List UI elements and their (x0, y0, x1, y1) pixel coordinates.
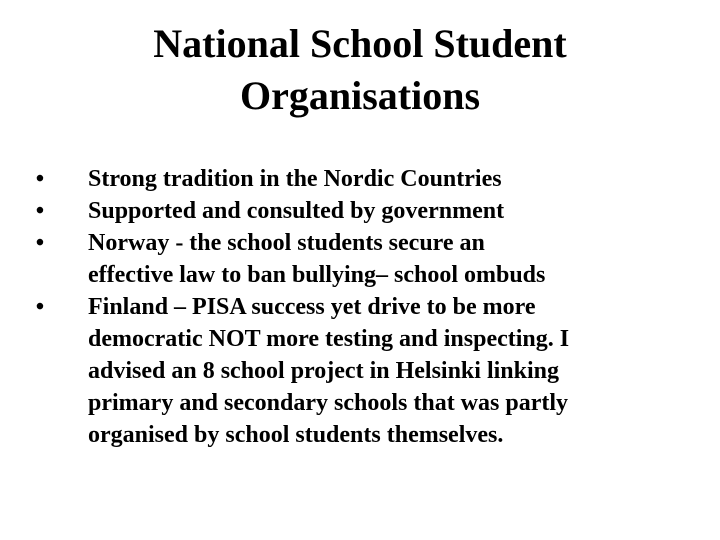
bullet-item-finland (30, 291, 670, 451)
bullet-text (88, 227, 670, 291)
bullet-icon: • (35, 166, 45, 192)
bullet-text-line: Strong tradition in the Nordic Countries (88, 166, 502, 192)
bullet-list (30, 163, 670, 451)
bullet-text-line: effective law to ban bullying– school ombuds (88, 262, 546, 288)
bullet-text-line: Supported and consulted by government (88, 198, 505, 224)
slide-title-line: Organisations (239, 73, 481, 118)
slide-title-line: National School Student (153, 21, 567, 66)
bullet-text-line: organised by school students themselves. (88, 422, 504, 448)
bullet-icon: • (35, 230, 45, 256)
bullet-text (88, 195, 670, 227)
bullet-text-line: Finland – PISA success yet drive to be more (88, 294, 536, 320)
bullet-text (88, 291, 670, 451)
bullet-icon: • (35, 198, 45, 224)
bullet-icon: • (35, 294, 45, 320)
bullet-text (88, 163, 670, 195)
bullet-item-nordic-tradition (30, 163, 670, 195)
bullet-text-line: Norway - the school students secure an (88, 230, 485, 256)
bullet-item-government (30, 195, 670, 227)
slide-title (0, 18, 720, 122)
bullet-text-line: advised an 8 school project in Helsinki linking (88, 358, 559, 384)
bullet-text-line: democratic NOT more testing and inspecting. I (88, 326, 570, 352)
bullet-text-line: primary and secondary schools that was partly (88, 390, 569, 416)
bullet-item-norway (30, 227, 670, 291)
